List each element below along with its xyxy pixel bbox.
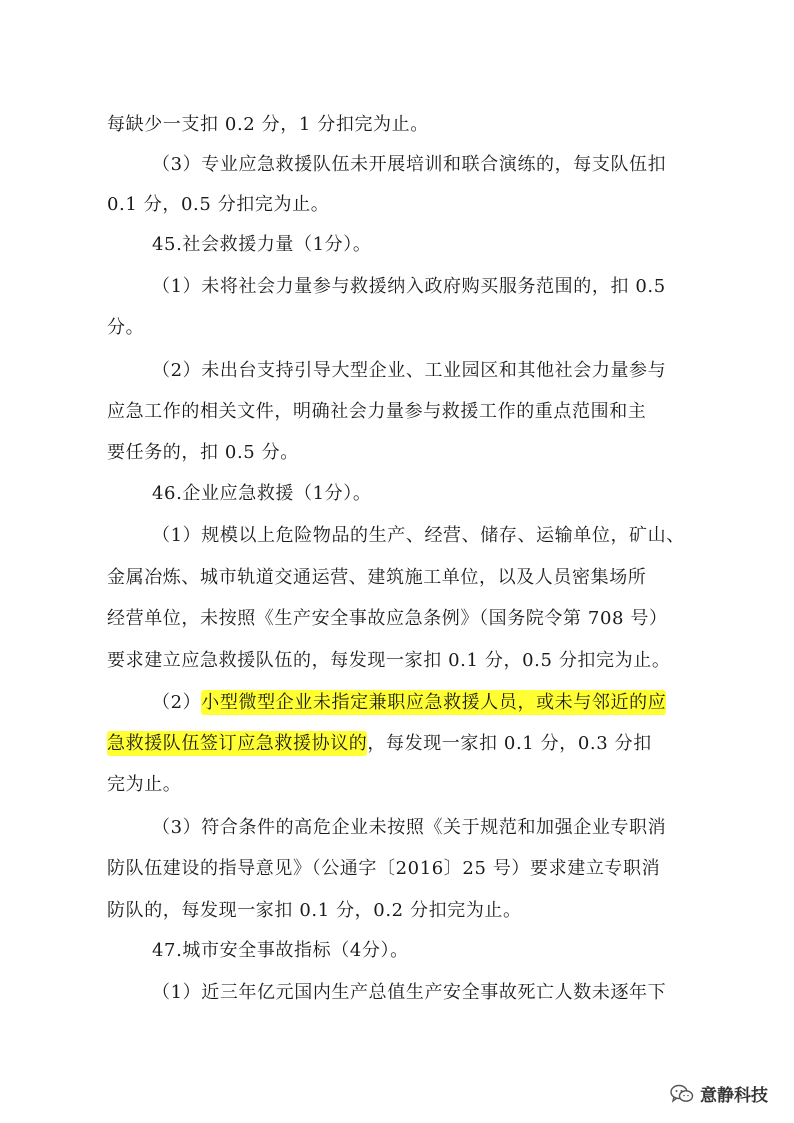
text-line: 分。	[107, 317, 145, 338]
item-number: （2）	[152, 692, 202, 713]
wechat-icon	[670, 1084, 694, 1104]
text-line: （3）专业应急救援队伍未开展培训和联合演练的，每支队伍扣	[152, 154, 667, 175]
highlighted-line	[152, 688, 666, 718]
text-line: 经营单位，未按照《生产安全事故应急条例》（国务院令第 708 号）	[107, 608, 668, 629]
text-line: 完为止。	[107, 774, 182, 795]
section-heading: 46.企业应急救援（1分）。	[152, 483, 372, 504]
text-line: 0.1 分，0.5 分扣完为止。	[107, 194, 330, 215]
highlighted-line	[107, 729, 652, 759]
section-heading: 47.城市安全事故指标（4分）。	[152, 940, 409, 961]
text-line: 要任务的，扣 0.5 分。	[107, 442, 299, 463]
text-line: （1）未将社会力量参与救援纳入政府购买服务范围的，扣 0.5	[152, 276, 666, 297]
text-line: 应急工作的相关文件，明确社会力量参与救援工作的重点范围和主	[107, 401, 647, 422]
text-line: 要求建立应急救援队伍的，每发现一家扣 0.1 分，0.5 分扣完为止。	[107, 650, 671, 671]
text-line: （3）符合条件的高危企业未按照《关于规范和加强企业专职消	[152, 817, 667, 838]
text-line: （2）未出台支持引导大型企业、工业园区和其他社会力量参与	[152, 360, 667, 381]
text-segment: ，每发现一家扣 0.1 分，0.3 分扣	[367, 733, 652, 754]
text-line: （1）规模以上危险物品的生产、经营、储存、运输单位，矿山、	[152, 525, 685, 546]
section-heading: 45.社会救援力量（1分）。	[152, 234, 372, 255]
text-line: （1）近三年亿元国内生产总值生产安全事故死亡人数未逐年下	[152, 982, 667, 1003]
watermark-text: 意静科技	[700, 1086, 768, 1106]
text-line: 每缺少一支扣 0.2 分，1 分扣完为止。	[107, 114, 429, 135]
text-line: 防队伍建设的指导意见》（公通字〔2016〕25 号）要求建立专职消	[107, 858, 661, 879]
highlighted-text: 急救援队伍签订应急救援协议的	[107, 733, 368, 754]
text-line: 防队的，每发现一家扣 0.1 分，0.2 分扣完为止。	[107, 900, 522, 921]
text-line: 金属冶炼、城市轨道交通运营、建筑施工单位，以及人员密集场所	[107, 567, 647, 588]
highlighted-text: 小型微型企业未指定兼职应急救援人员，或未与邻近的应	[201, 692, 667, 713]
watermark	[670, 1081, 768, 1106]
